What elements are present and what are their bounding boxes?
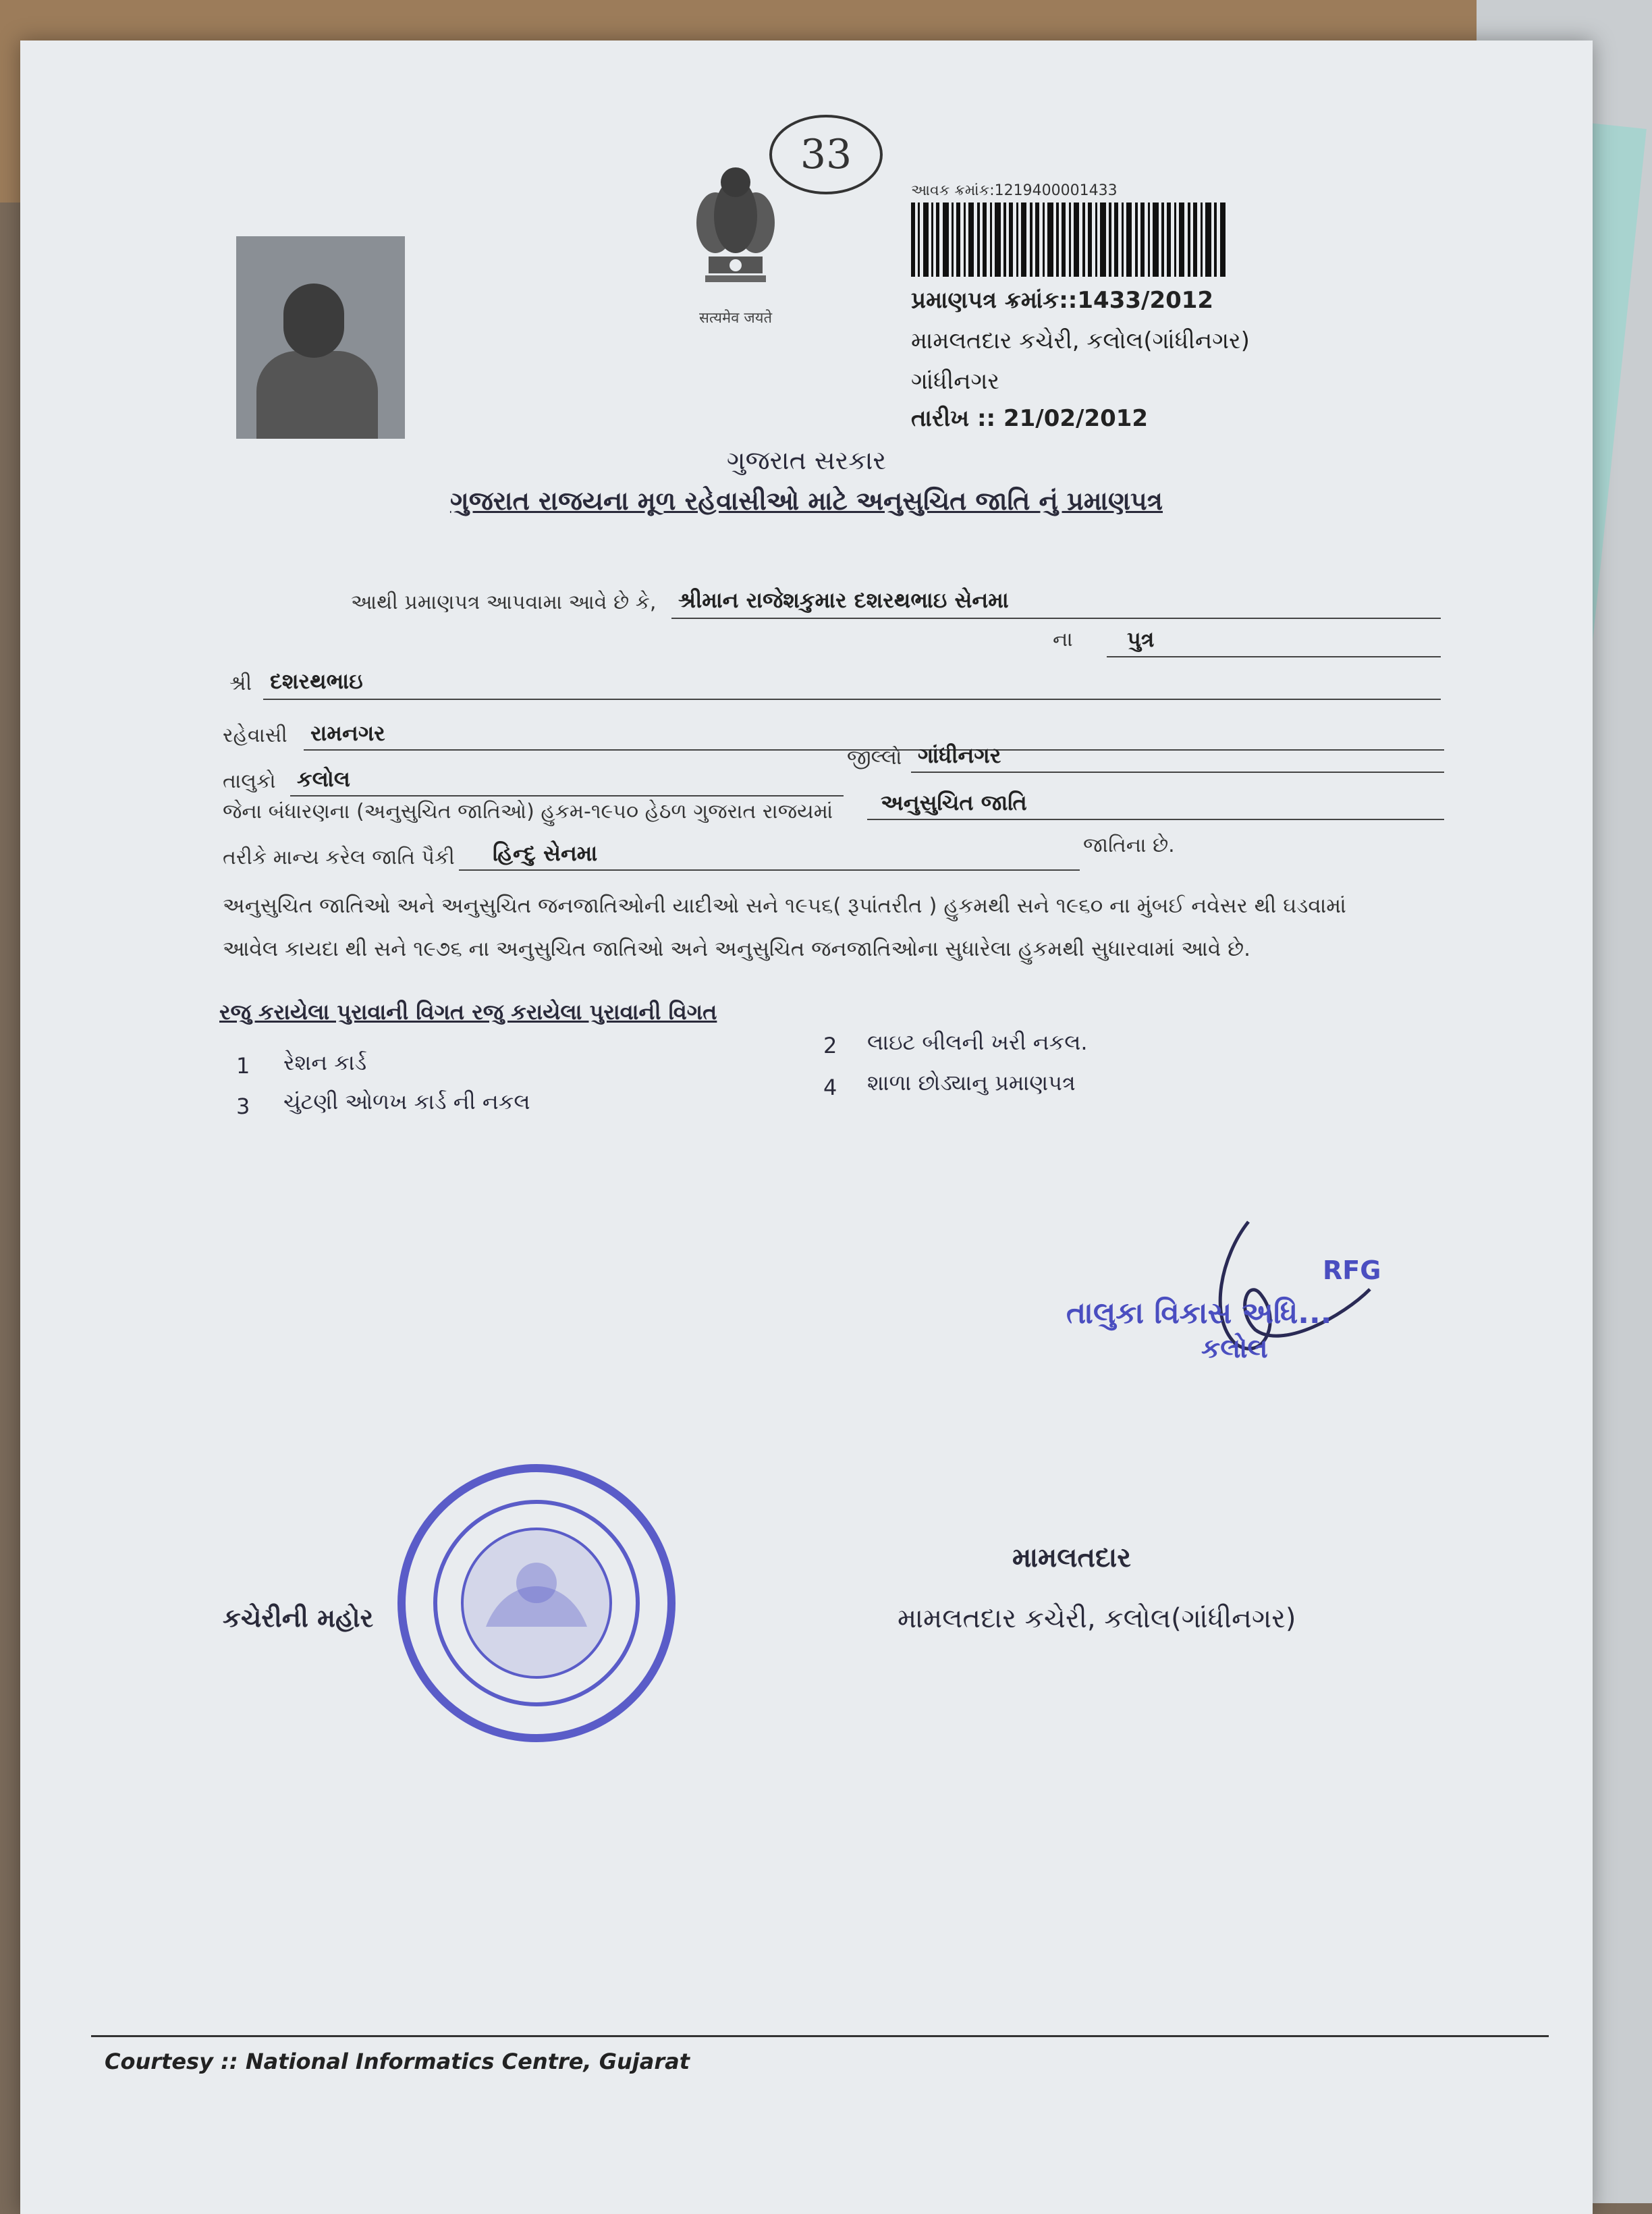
issue-date: તારીખ :: 21/02/2012 [911, 405, 1149, 432]
certify-label: આથી પ્રમાણપત્ર આપવામા આવે છે કે, [351, 591, 657, 614]
caste-suffix: જાતિના છે. [1083, 834, 1175, 857]
stamp-rfg: RFG [1323, 1256, 1381, 1285]
evidence-number: 3 [236, 1094, 250, 1119]
evidence-title: રજુ કરાયેલા પુરાવાની વિગત રજુ કરાયેલા પુરાવાની વિગત [219, 999, 717, 1025]
courtesy-footer: Courtesy :: National Informatics Centre, Gujarat [105, 2049, 690, 2074]
national-emblem-icon [668, 155, 803, 310]
barcode-label: આવક ક્રમાંક:1219400001433 [911, 182, 1118, 199]
resident-label: રહેવાસી [223, 724, 287, 747]
taluka-label: તાલુકો [223, 770, 276, 793]
district-value: ગાંધીનગર [918, 742, 1001, 768]
paragraph-line-1: અનુસુચિત જાતિઓ અને અનુસુચિત જનજાતિઓની યાદીઓ સને ૧૯૫૬( રૂપાંતરીત ) હુકમથી સને ૧૯૬૦ ના મુંબઈ નવેસર થી ઘડવામાં [223, 894, 1346, 918]
footer-divider [91, 2035, 1549, 2037]
shri-label: શ્રી [229, 672, 252, 695]
emblem-caption: सत्यमेव जयते [698, 310, 773, 327]
caste-value: હિન્દુ સેનમા [493, 840, 598, 866]
evidence-item: ચુંટણી ઓળખ કાર્ડ ની નકલ [283, 1089, 530, 1114]
paragraph-line-2: આવેલ કાયદા થી સને ૧૯૭૬ ના અનુસુચિત જાતિઓ અને અનુસુચિત જનજાતિઓના સુધારેલા હુકમથી સુધારવામાં આવે છે. [223, 937, 1250, 961]
na-label: ના [1053, 628, 1073, 651]
evidence-item: શાળા છોડ્યાનુ પ્રમાણપત્ર [867, 1070, 1076, 1096]
certify-value: શ્રીમાન રાજેશકુમાર દશરથભાઇ સેનમા [678, 587, 1009, 613]
taluka-value: કલોલ [297, 766, 350, 792]
shri-value: દશરથભાઇ [270, 668, 363, 694]
issuing-office: મામલતદાર કચેરી, કલોલ(ગાંધીનગર) [911, 327, 1250, 354]
evidence-number: 2 [823, 1033, 837, 1058]
resident-value: રામનગર [310, 720, 385, 746]
district-label: જીલ્લો [847, 746, 902, 770]
certificate-number: પ્રમાણપત્ર ક્રમાંક::1433/2012 [911, 287, 1214, 314]
government-heading: ગુજરાત સરકાર [726, 446, 887, 475]
caste-label: તરીકે માન્ય કરેલ જાતિ પૈકી [223, 846, 455, 869]
signatory-title: મામલતદાર [1012, 1542, 1131, 1573]
evidence-item: રેશન કાર્ડ [283, 1050, 367, 1075]
evidence-number: 1 [236, 1053, 250, 1079]
stamp-title: તાલુકા વિકાસ અધિ... [1066, 1296, 1332, 1330]
applicant-photo [236, 236, 405, 439]
stamp-place: કલોલ [1201, 1333, 1268, 1364]
evidence-item: લાઇટ બીલની ખરી નકલ. [867, 1029, 1088, 1055]
order-value: અનુસુચિત જાતિ [881, 790, 1027, 815]
evidence-number: 4 [823, 1075, 837, 1100]
signatory-office: મામલતદાર કચેરી, કલોલ(ગાંધીનગર) [898, 1603, 1296, 1634]
office-district: ગાંધીનગર [911, 368, 1000, 395]
office-seal-stamp [391, 1458, 682, 1748]
legal-paragraph [223, 884, 1471, 971]
certificate-page [20, 40, 1593, 2214]
order-label: જેના બંધારણના (અનુસુચિત જાતિઓ) હુકમ-૧૯૫૦ હેઠળ ગુજરાત રાજયમાં [223, 800, 833, 824]
office-seal-label: કચેરીની મહોર [223, 1603, 374, 1633]
barcode [911, 202, 1228, 277]
handwritten-page-number: 33 [769, 115, 883, 194]
certificate-title: ગુજરાત રાજયના મૂળ રહેવાસીઓ માટે અનુસુચિત જાતિ નું પ્રમાણપત્ર [449, 486, 1163, 516]
na-value: પુત્ર [1127, 626, 1155, 652]
